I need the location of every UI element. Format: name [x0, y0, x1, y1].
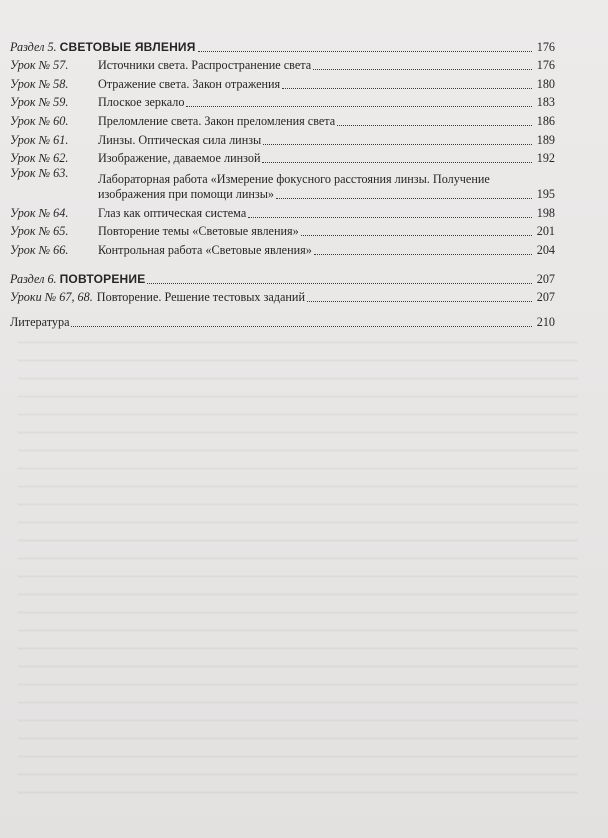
- toc-lessons-67-68[interactable]: [10, 287, 555, 306]
- lesson-title: Преломление света. Закон преломления света: [98, 113, 336, 128]
- page-number: 195: [536, 187, 555, 202]
- toc-lesson-64[interactable]: [10, 202, 555, 221]
- page-number: 180: [536, 76, 555, 91]
- page-number: 176: [536, 39, 555, 54]
- page-number: 186: [536, 113, 555, 128]
- toc-section-5[interactable]: [10, 36, 555, 55]
- dot-leader: [313, 69, 532, 70]
- page-number: 198: [536, 205, 555, 220]
- page-number: 210: [536, 314, 555, 329]
- lesson-label: Урок № 61.: [10, 132, 69, 147]
- dot-leader: [314, 254, 532, 255]
- page-number: 192: [536, 151, 555, 166]
- section-label: Раздел 6.: [10, 271, 57, 286]
- dot-leader: [248, 217, 532, 218]
- table-of-contents: [10, 36, 555, 330]
- page-number: 207: [536, 271, 555, 286]
- dot-leader: [307, 301, 532, 302]
- lesson-label: Урок № 62.: [10, 151, 69, 166]
- dot-leader: [198, 51, 532, 52]
- lesson-label: Уроки № 67, 68.: [10, 290, 93, 305]
- toc-lesson-57[interactable]: [10, 55, 555, 74]
- dot-leader: [301, 235, 532, 236]
- toc-lesson-62[interactable]: [10, 148, 555, 167]
- dot-leader: [147, 283, 532, 284]
- lesson-label: Урок № 59.: [10, 95, 69, 110]
- page-number: 183: [536, 95, 555, 110]
- toc-lesson-61[interactable]: [10, 129, 555, 148]
- spacer: [10, 258, 555, 268]
- section-title: ПОВТОРЕНИЕ: [59, 271, 146, 286]
- lesson-title: Плоское зеркало: [98, 95, 185, 110]
- toc-lesson-59[interactable]: [10, 92, 555, 111]
- lesson-title: Контрольная работа «Световые явления»: [98, 242, 312, 257]
- dot-leader: [337, 125, 532, 126]
- toc-lesson-60[interactable]: [10, 110, 555, 129]
- lesson-title: Повторение темы «Световые явления»: [98, 224, 299, 239]
- section-title: СВЕТОВЫЕ ЯВЛЕНИЯ: [59, 39, 196, 54]
- section-label: Раздел 5.: [10, 39, 57, 54]
- lesson-label: Урок № 58.: [10, 76, 69, 91]
- literature-title: Литература: [10, 314, 70, 329]
- lesson-label: Урок № 64.: [10, 205, 69, 220]
- lesson-title: Источники света. Распространение света: [98, 58, 312, 73]
- page-number: 204: [536, 242, 555, 257]
- page-number: 189: [536, 132, 555, 147]
- lesson-label: Урок № 63.: [10, 166, 69, 181]
- dot-leader: [186, 106, 532, 107]
- lesson-title: Отражение света. Закон отражения: [98, 76, 281, 91]
- lesson-title: Повторение. Решение тестовых заданий: [96, 290, 305, 305]
- show-through-text: [18, 330, 578, 800]
- dot-leader: [262, 162, 532, 163]
- lesson-label: Урок № 65.: [10, 224, 69, 239]
- lesson-label: Урок № 60.: [10, 113, 69, 128]
- page-number: 201: [536, 224, 555, 239]
- lesson-label: Урок № 57.: [10, 58, 69, 73]
- toc-lesson-63[interactable]: [10, 166, 555, 202]
- toc-lesson-66[interactable]: [10, 239, 555, 258]
- dot-leader: [282, 88, 532, 89]
- dot-leader: [263, 144, 532, 145]
- lesson-title: Изображение, даваемое линзой: [98, 151, 261, 166]
- toc-literature[interactable]: [10, 311, 555, 330]
- toc-lesson-65[interactable]: [10, 221, 555, 240]
- dot-leader: [276, 198, 532, 199]
- toc-section-6[interactable]: [10, 268, 555, 287]
- page-number: 176: [536, 58, 555, 73]
- lesson-title: [98, 172, 555, 202]
- lesson-label: Урок № 66.: [10, 242, 69, 257]
- lesson-title-line1: Лабораторная работа «Измерение фокусного расстояния линзы. Получение: [98, 172, 490, 187]
- page-number: 207: [536, 290, 555, 305]
- toc-lesson-58[interactable]: [10, 73, 555, 92]
- lesson-title: Глаз как оптическая система: [98, 205, 247, 220]
- lesson-title-line2: изображения при помощи линзы»: [98, 187, 274, 202]
- dot-leader: [71, 326, 532, 327]
- lesson-title: Линзы. Оптическая сила линзы: [98, 132, 262, 147]
